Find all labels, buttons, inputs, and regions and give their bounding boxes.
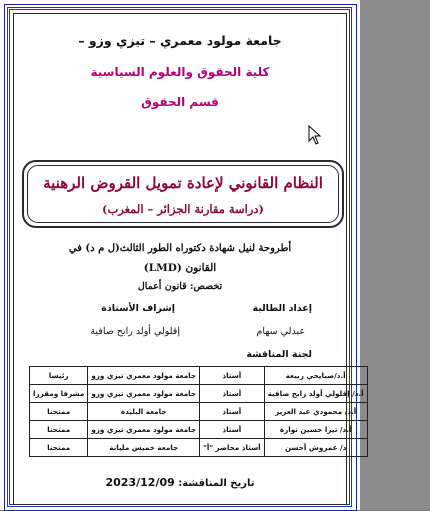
member-rank: أستاذ	[200, 421, 265, 439]
committee-table	[29, 366, 368, 457]
member-rank: أستاذ	[200, 403, 265, 421]
mouse-pointer-icon	[308, 125, 322, 145]
defense-date-line	[20, 476, 340, 489]
member-role: رئيسا	[30, 367, 88, 385]
supervisor-name: إقلولي أولد رابح صافية	[90, 326, 180, 337]
member-role: ممتحنا	[30, 403, 88, 421]
university-name: جامعة مولود معمري – تيزي وزو –	[78, 33, 282, 48]
member-institution: جامعة البليدة	[88, 403, 200, 421]
prepared-by-label: إعداد الطالبة	[252, 303, 312, 314]
member-role: مشرفا ومقررا	[30, 385, 88, 403]
thesis-title: النظام القانوني لإعادة تمويل القروض الرهنية	[43, 174, 323, 192]
committee-label: لجنة المناقشة	[246, 349, 312, 360]
table-row	[30, 385, 368, 403]
member-role: ممتحنا	[30, 421, 88, 439]
student-name: عبدلي سهام	[256, 326, 305, 337]
member-name: أ.د/ تيزا حسين نوارة	[264, 421, 367, 439]
member-institution: جامعة خميس مليانة	[88, 439, 200, 457]
member-rank: أستاذ محاضر "أ"	[200, 439, 265, 457]
defense-date: 2023/12/09	[105, 476, 175, 489]
member-name: أ.د/ إقلولي أولد رابح صافية	[264, 385, 367, 403]
defense-date-label: تاريخ المناقشة:	[178, 478, 255, 489]
thesis-field-line: القانون (LMD)	[143, 262, 217, 274]
department-name: قسم الحقوق	[141, 95, 219, 109]
member-rank: أستاذ	[200, 367, 265, 385]
thesis-specialty: تخصص: قانون أعمال	[137, 281, 223, 292]
thesis-subtitle: (دراسة مقارنة الجزائر – المغرب)	[102, 202, 264, 216]
table-row	[30, 421, 368, 439]
member-institution: جامعة مولود معمري تيزي وزو	[88, 385, 200, 403]
faculty-name: كلية الحقوق والعلوم السياسية	[90, 65, 270, 79]
table-row	[30, 439, 368, 457]
supervision-label: إشراف الأستاذة	[101, 303, 175, 314]
member-institution: جامعة مولود معمري تيزي وزو	[88, 421, 200, 439]
thesis-degree-line: أطروحة لنيل شهادة دكتوراه الطور الثالث(ل م د) في	[68, 243, 292, 254]
member-name: أ.د/ محمودي عبد العزيز	[264, 403, 367, 421]
member-role: ممتحنا	[30, 439, 88, 457]
member-rank: أستاذ	[200, 385, 265, 403]
table-row	[30, 367, 368, 385]
title-box	[22, 160, 344, 228]
member-institution: جامعة مولود معمري تيزي وزو	[88, 367, 200, 385]
table-row	[30, 403, 368, 421]
member-name: أ.د/صبايحي ربيعة	[264, 367, 367, 385]
viewer-side-panel	[360, 0, 430, 510]
member-name: د/ عمروش أحسن	[264, 439, 367, 457]
